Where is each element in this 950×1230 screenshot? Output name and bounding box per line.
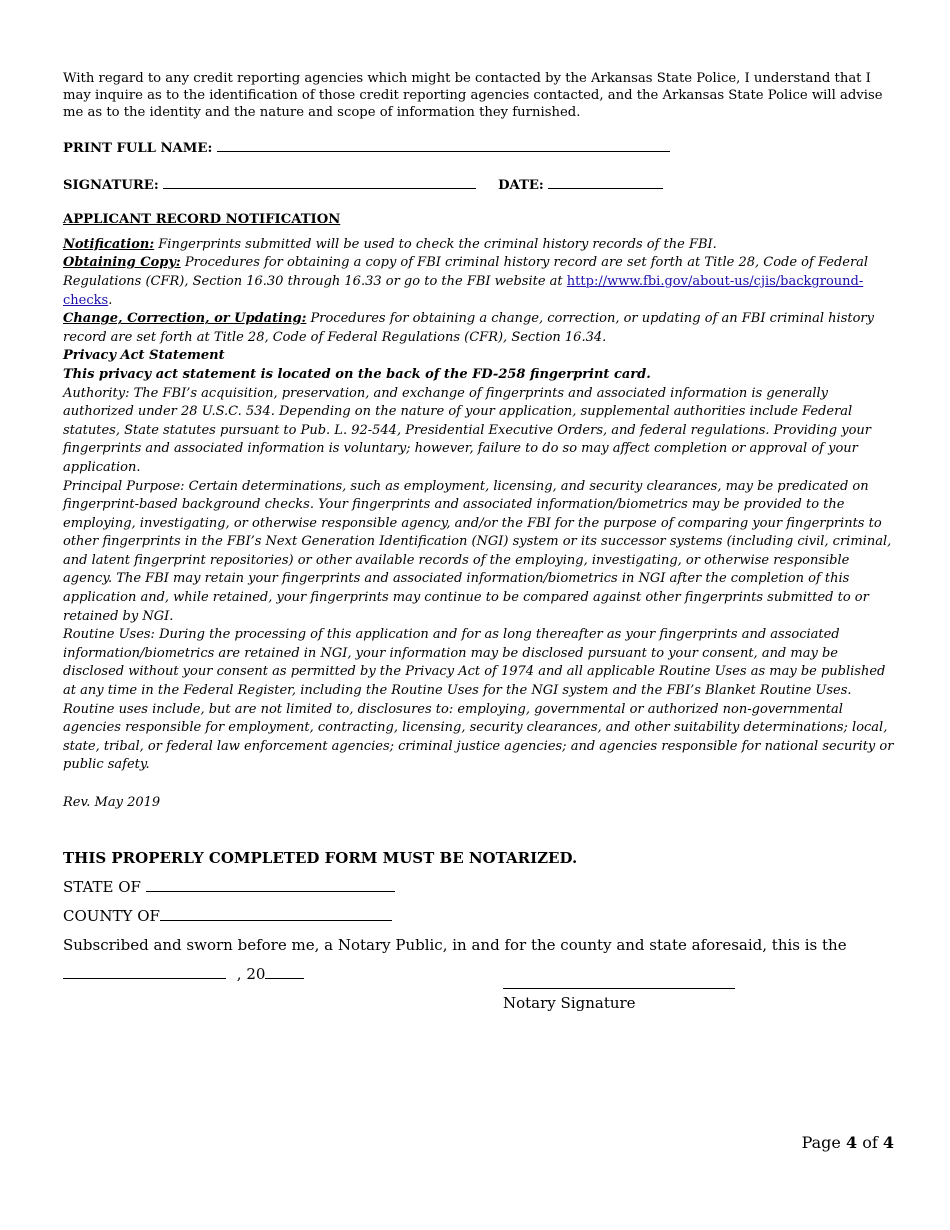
page-word: Page — [801, 1133, 841, 1152]
privacy-act-heading: Privacy Act Statement — [63, 348, 225, 364]
date-label: DATE: — [498, 178, 544, 194]
day-month-line[interactable] — [63, 965, 226, 979]
revision-date: Rev. May 2019 — [63, 795, 161, 810]
sworn-statement: Subscribed and sworn before me, a Notary Public, in and for the county and state aforesaid, this is the — [63, 935, 847, 954]
routine-uses-paragraph: Routine Uses: During the processing of this application and for as long thereafter as your fingerprints and associated information/biometrics are retained in NGI, your information may be disclosed pursuant to your consent, and may be disclosed without your consent as permitted by the Privacy Act of 1974 and all applicable Routine Uses as may be published at any time in the Federal Register, including the Routine Uses for the NGI system and the FBI’s Blanket Routine Uses. Routine uses include, but are not limited to, disclosures to: employing, governmental or authorized non-governmental agencies responsible for employment, contracting, licensing, security clearances, and other suitability determinations; local, state, tribal, or federal law enforcement agencies; criminal justice agencies; and agencies responsible for national security or public safety. — [63, 627, 894, 773]
year-prefix: , 20 — [236, 964, 266, 983]
change-correction-label: Change, Correction, or Updating: — [63, 311, 307, 327]
page-current: 4 — [845, 1133, 858, 1152]
document-page — [63, 71, 895, 984]
signature-label: SIGNATURE: — [63, 178, 159, 194]
signature-line[interactable] — [163, 175, 476, 189]
notarize-heading: THIS PROPERLY COMPLETED FORM MUST BE NOTARIZED. — [63, 848, 578, 867]
print-name-line[interactable] — [217, 138, 670, 152]
notification-label: Notification: — [63, 236, 155, 252]
county-row — [63, 907, 895, 926]
record-notification-heading: APPLICANT RECORD NOTIFICATION — [63, 211, 341, 227]
authority-paragraph: Authority: The FBI’s acquisition, preservation, and exchange of fingerprints and associated information is generally authorized under 28 U.S.C. 534. Depending on the nature of your application, supplemental authorities include Federal statutes, State statutes pursuant to Pub. L. 92-544, Presidential Executive Orders, and federal regulations. Providing your fingerprints and associated information is voluntary; however, failure to do so may affect completion or approval of your application. — [63, 385, 872, 475]
signature-row — [63, 175, 895, 195]
of-word: of — [862, 1133, 878, 1152]
principal-purpose-paragraph: Principal Purpose: Certain determinations, such as employment, licensing, and security clearances, may be predicated on fingerprint-based background checks. Your fingerprints and associated information/biometrics may be provided to the employing, investigating, or otherwise responsible agency, and/or the FBI for the purpose of comparing your fingerprints to other fingerprints in the FBI’s Next Generation Identification (NGI) system or its successor systems (including civil, criminal, and latent fingerprint repositories) or other available records of the employing, investigating, or otherwise responsible agency. The FBI may retain your fingerprints and associated information/biometrics in NGI after the completion of this application and, while retained, your fingerprints may continue to be compared against other fingerprints submitted to or retained by NGI. — [63, 478, 892, 624]
obtaining-copy-label: Obtaining Copy: — [63, 255, 181, 271]
state-line[interactable] — [146, 878, 395, 892]
page-number — [802, 1133, 894, 1152]
obtaining-copy-text: Procedures for obtaining a copy of FBI criminal history record are set forth at Title 28, Code of Federal Regulations (CFR), Section 16.30 through 16.33 or go to the FBI website at — [63, 255, 869, 289]
notification-text: Fingerprints submitted will be used to check the criminal history records of the FBI. — [154, 236, 717, 252]
notification-paragraph — [63, 236, 895, 255]
print-name-row — [63, 138, 895, 158]
notary-signature-line[interactable] — [503, 988, 735, 989]
notification-block — [63, 236, 895, 813]
year-line[interactable] — [265, 965, 304, 979]
credit-agency-paragraph: With regard to any credit reporting agencies which might be contacted by the Arkansas State Police, I understand that I may inquire as to the identification of those credit reporting agencies contacted, and the Arkansas State Police will advise me as to the identity and the nature and scope of information they furnished. — [63, 71, 883, 120]
date-sworn-row — [63, 965, 895, 984]
obtaining-copy-period: . — [108, 292, 113, 308]
state-row — [63, 878, 895, 897]
state-label: STATE OF — [63, 877, 141, 896]
notary-signature-label: Notary Signature — [503, 994, 636, 1012]
change-correction-paragraph — [63, 310, 895, 347]
privacy-act-location: This privacy act statement is located on the back of the FD-258 fingerprint card. — [63, 366, 651, 382]
obtaining-copy-paragraph — [63, 254, 895, 310]
change-correction-text: Procedures for obtaining a change, correction, or updating of an FBI criminal history record are set forth at Title 28, Code of Federal Regulations (CFR), Section 16.34. — [63, 311, 874, 345]
fbi-background-checks-link[interactable]: http://www.fbi.gov/about-us/cjis/background-checks — [63, 273, 864, 308]
print-name-label: PRINT FULL NAME: — [63, 141, 213, 157]
county-line[interactable] — [160, 907, 392, 921]
county-label: COUNTY OF — [63, 906, 160, 925]
page-total: 4 — [882, 1133, 894, 1152]
date-line[interactable] — [548, 175, 663, 189]
